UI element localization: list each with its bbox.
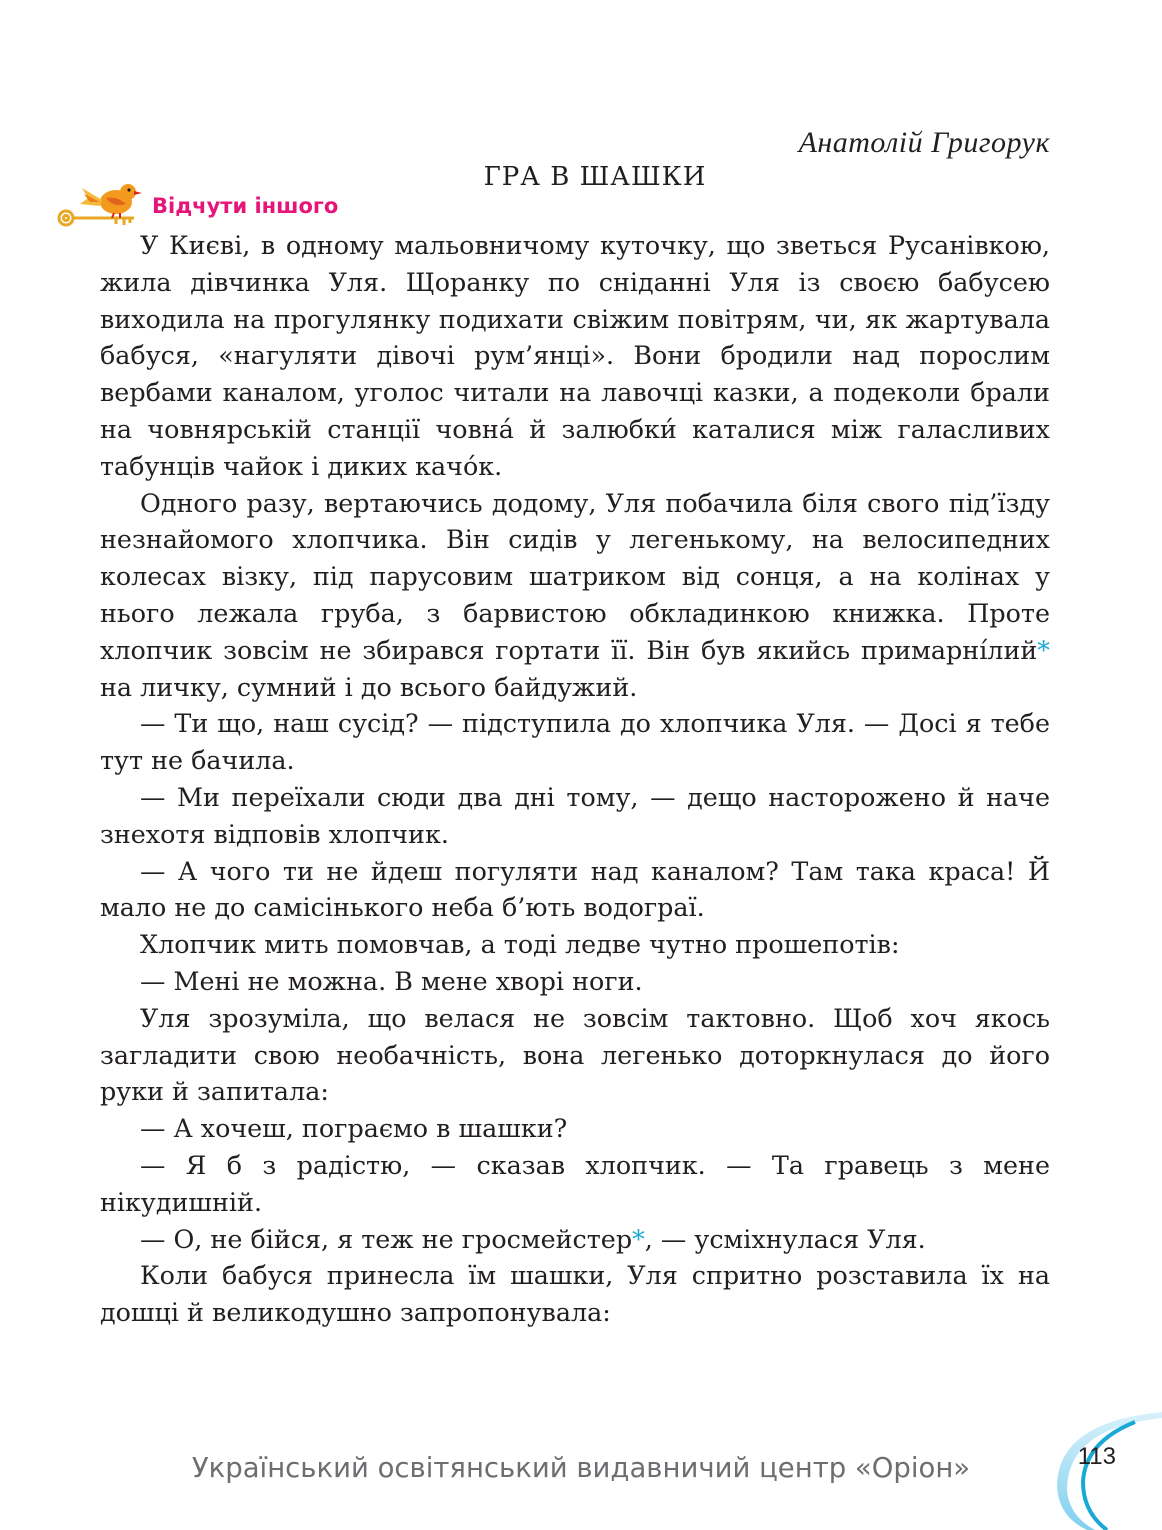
paragraph: Коли бабуся принесла їм шашки, Уля спритно розставила їх на дошці й великодушно запропонувала: bbox=[100, 1260, 1050, 1328]
paragraph: — Ми переїхали сюди два дні тому, — дещо насторожено й наче знехотя відповів хлопчик. bbox=[100, 781, 1050, 849]
footnote-marker: * bbox=[632, 1223, 645, 1254]
rubric-label: Відчути іншого bbox=[152, 194, 339, 218]
story-title: ГРА В ШАШКИ bbox=[483, 162, 707, 192]
paragraph: — Мені не можна. В мене хворі ноги. bbox=[140, 965, 643, 996]
paragraph: У Києві, в одному мальовничому куточку, що зветься Русанівкою, жила дівчинка Уля. Щоранку по сніданні Уля із своєю бабусею виходила на прогулянку подихати свіжим повітрям, чи, як жартувала бабуся, «нагуляти дівочі рум’янці». Вони бродили над порослим вербами каналом, уголос читали на лавочці казки, а подеколи брали на човнярській станції човна́ й залюбки́ каталися між галасливих табунців чайок і диких качо́к. bbox=[100, 230, 1050, 481]
paragraph: Хлопчик мить помовчав, а тоді ледве чутно прошепотів: bbox=[140, 929, 900, 960]
paragraph: — Ти що, наш сусід? — підступила до хлопчика Уля. — Досі я тебе тут не бачила. bbox=[100, 708, 1050, 776]
paragraph: — А чого ти не йдеш погуляти над каналом? Там така краса! Й мало не до самісінького неба б’ють водограї. bbox=[100, 855, 1050, 923]
author-name: Анатолій Григорук bbox=[798, 126, 1050, 159]
paragraph: — О, не бійся, я теж не гросмейстер*, — усміхнулася Уля. bbox=[140, 1223, 926, 1254]
publisher-footer: Український освітянський видавничий центр «Оріон» bbox=[191, 1452, 971, 1484]
paragraph: Уля зрозуміла, що велася не зовсім тактовно. Щоб хоч якось загладити свою необачність, вона легенько доторкнулася до його руки й запитала: bbox=[100, 1002, 1050, 1107]
story-text bbox=[100, 227, 1050, 1331]
page-number: 113 bbox=[1077, 1443, 1116, 1470]
paragraph: — А хочеш, пограємо в шашки? bbox=[140, 1113, 568, 1144]
footnote-marker: * bbox=[1037, 634, 1050, 665]
paragraph: — Я б з радістю, — сказав хлопчик. — Та гравець з мене нікудишній. bbox=[100, 1149, 1050, 1217]
page-number-tab bbox=[1047, 1412, 1162, 1530]
paragraph: Одного разу, вертаючись додому, Уля побачила біля свого під’їзду незнайомого хлопчика. Він сидів у легенькому, на велосипедних колесах візку, під парусовим шатриком від сонця, а на колінах у нього лежала груба, з барвистою обкладинкою книжка. Проте хлопчик зовсім не збирався гортати її. Він був якийсь примарні́лий* на личку, сумний і до всього байдужий. bbox=[100, 487, 1050, 702]
